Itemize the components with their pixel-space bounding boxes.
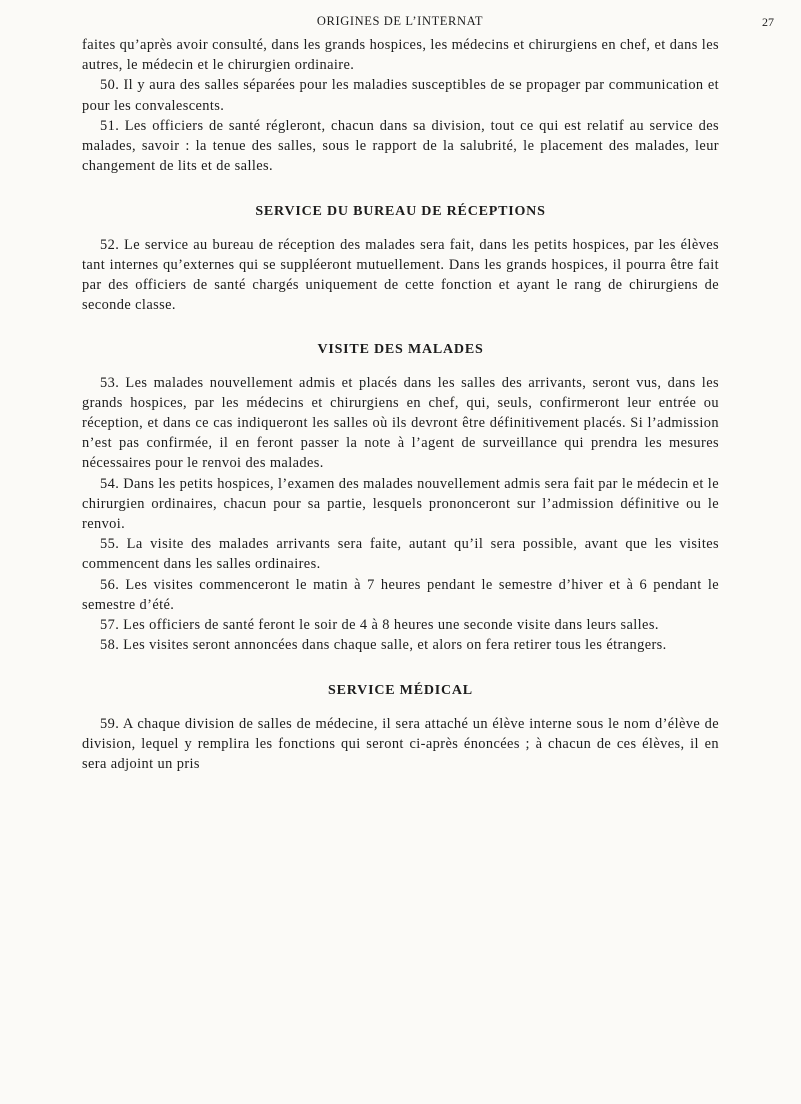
running-title: ORIGINES DE L’INTERNAT xyxy=(316,14,484,28)
running-header xyxy=(0,14,801,34)
paragraph-51: 51. Les officiers de santé régleront, chacun dans sa division, tout ce qui est relatif au service des malades, savoir : la tenue des salles, sous le rapport de la salubrité, le placement des malades, leur changement de lits et de salles. xyxy=(82,117,719,175)
paragraph-55: 55. La visite des malades arrivants sera faite, autant qu’il sera possible, avant que les visites commencent dans les salles ordinaires. xyxy=(82,536,719,573)
paragraph-53: 53. Les malades nouvellement admis et placés dans les salles des arrivants, seront vus, dans les grands hospices, par les médecins et chirurgiens en chef, qui, seuls, confirmeront leur entrée ou réception, et dans ce cas indiqueront les salles où ils devront être définitivement placés. Si l’admission n’est pas confirmée, il en feront passer la note à l’agent de surveillance qui prendra les mesures nécessaires pour le renvoi des malades. xyxy=(82,374,719,472)
paragraph-54: 54. Dans les petits hospices, l’examen des malades nouvellement admis sera fait par le médecin et le chirurgien ordinaires, chacun pour sa partie, lesquels prononceront sur l’admission définitive ou le renvoi. xyxy=(82,475,719,533)
page-body xyxy=(82,35,719,774)
paragraph-56: 56. Les visites commenceront le matin à 7 heures pendant le semestre d’hiver et à 6 pendant le semestre d’été. xyxy=(82,576,719,613)
paragraph-58: 58. Les visites seront annoncées dans chaque salle, et alors on fera retirer tous les étrangers. xyxy=(100,637,667,654)
section-heading-service-medical: SERVICE MÉDICAL xyxy=(328,683,473,699)
paragraph-57: 57. Les officiers de santé feront le soir de 4 à 8 heures une seconde visite dans leurs salles. xyxy=(100,617,659,634)
section-heading-bureau-receptions: SERVICE DU BUREAU DE RÉCEPTIONS xyxy=(255,204,546,220)
paragraph-continued: faites qu’après avoir consulté, dans les grands hospices, les médecins et chirurgiens en chef, et dans les autres, le médecin et le chirurgien ordinaire. xyxy=(82,37,719,74)
paragraph-52: 52. Le service au bureau de réception des malades sera fait, dans les petits hospices, par les élèves tant internes qu’externes qui se suppléeront mutuellement. Dans les grands hospices, il pourra être fait par des officiers de santé chargés uniquement de cette fonction et ayant le rang de chirurgiens de seconde classe. xyxy=(82,236,719,314)
paragraph-59: 59. A chaque division de salles de médecine, il sera attaché un élève interne sous le nom d’élève de division, lequel y remplira les fonctions qui seront ci-après énoncées ; à chacun de ces élèves, il en sera adjoint un pris xyxy=(82,715,719,773)
paragraph-50: 50. Il y aura des salles séparées pour les maladies susceptibles de se propager par communication et pour les convalescents. xyxy=(82,77,719,114)
section-heading-visite-malades: VISITE DES MALADES xyxy=(317,342,484,358)
page-number: 27 xyxy=(762,15,774,29)
